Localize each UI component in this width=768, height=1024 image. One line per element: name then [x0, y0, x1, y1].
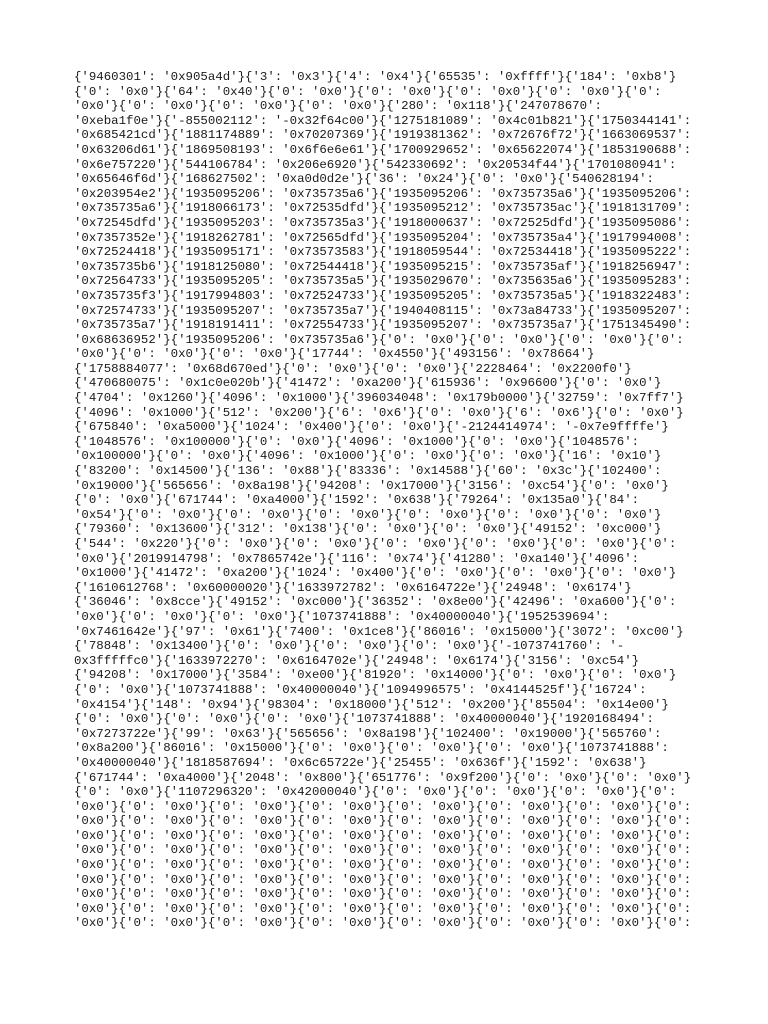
- text-line: '0x0'}{'0': '0x0'}{'0': '0x0'}{'0': '0x0'}{'0': '0x0'}{'0': '0x0'}{'0': '0x0'}{'0':: [74, 916, 692, 931]
- text-line: {'9460301': '0x905a4d'}{'3': '0x3'}{'4': '0x4'}{'65535': '0xffff'}{'184': '0xb8'}: [74, 70, 677, 84]
- text-line: {'675840': '0xa5000'}{'1024': '0x400'}{'0': '0x0'}{'-2124414974': '-0x7e9ffffe'}: [74, 420, 669, 435]
- text-line: '0x63206d61'}{'1869508193': '0x6f6e6e61'}{'1700929652': '0x65622074'}{'1853190688':: [74, 142, 692, 157]
- text-line: {'0': '0x0'}{'64': '0x40'}{'0': '0x0'}{'0': '0x0'}{'0': '0x0'}{'0': '0x0'}{'0':: [74, 84, 662, 99]
- text-line: '0x0'}{'2019914798': '0x7865742e'}{'116': '0x74'}{'41280': '0xa140'}{'4096':: [74, 551, 640, 566]
- text-line: '0x685421cd'}{'1881174889': '0x70207369'}{'1919381362': '0x72676f72'}{'1663069537':: [74, 128, 692, 143]
- text-line: '0x72564733'}{'1935095205': '0x735735a5'}{'1935029670': '0x735635a6'}{'1935095283':: [74, 274, 692, 289]
- text-line: {'83200': '0x14500'}{'136': '0x88'}{'83336': '0x14588'}{'60': '0x3c'}{'102400':: [74, 464, 662, 479]
- text-line: '0x7273722e'}{'99': '0x63'}{'565656': '0x8a198'}{'102400': '0x19000'}{'565760':: [74, 726, 662, 741]
- text-line: '0x0'}{'0': '0x0'}{'0': '0x0'}{'0': '0x0'}{'0': '0x0'}{'0': '0x0'}{'0': '0x0'}{'0':: [74, 887, 692, 902]
- text-line: '0x735735a6'}{'1918066173': '0x72535dfd'}{'1935095212': '0x735735ac'}{'1918131709':: [74, 201, 692, 216]
- text-line: {'0': '0x0'}{'1107296320': '0x42000040'}{'0': '0x0'}{'0': '0x0'}{'0': '0x0'}{'0':: [74, 785, 677, 800]
- text-line: '0x72524418'}{'1935095171': '0x73573583'}{'1918059544': '0x72534418'}{'1935095222':: [74, 245, 692, 260]
- text-line: {'4704': '0x1260'}{'4096': '0x1000'}{'396034048': '0x179b0000'}{'32759': '0x7ff7'}: [74, 391, 684, 406]
- text-line: '0x1000'}{'41472': '0xa200'}{'1024': '0x400'}{'0': '0x0'}{'0': '0x0'}{'0': '0x0'}: [74, 566, 677, 581]
- text-line: '0x7357352e'}{'1918262781': '0x72565dfd'}{'1935095204': '0x735735a4'}{'1917994008':: [74, 230, 692, 245]
- text-line: {'0': '0x0'}{'0': '0x0'}{'0': '0x0'}{'1073741888': '0x40000040'}{'1920168494':: [74, 712, 654, 727]
- text-line: '0x0'}{'0': '0x0'}{'0': '0x0'}{'1073741888': '0x40000040'}{'1952539694':: [74, 609, 610, 624]
- text-line: '0x0'}{'0': '0x0'}{'0': '0x0'}{'0': '0x0'}{'0': '0x0'}{'0': '0x0'}{'0': '0x0'}{'0':: [74, 872, 692, 887]
- text-line: '0x735735f3'}{'1917994803': '0x72524733'}{'1935095205': '0x735735a5'}{'1918322483':: [74, 288, 692, 303]
- text-line: '0xeba1f0e'}{'-855002112': '-0x32f64c00'}{'1275181089': '0x4c01b821'}{'1750344141':: [74, 113, 692, 128]
- text-line: '0x0'}{'0': '0x0'}{'0': '0x0'}{'0': '0x0'}{'0': '0x0'}{'0': '0x0'}{'0': '0x0'}{'0':: [74, 843, 692, 858]
- text-line: '0x72545dfd'}{'1935095203': '0x735735a3'}{'1918000637': '0x72525dfd'}{'1935095086':: [74, 215, 692, 230]
- text-line: '0x40000040'}{'1818587694': '0x6c65722e'}{'25455': '0x636f'}{'1592': '0x638'}: [74, 755, 647, 770]
- text-line: '0x0'}{'0': '0x0'}{'0': '0x0'}{'0': '0x0'}{'0': '0x0'}{'0': '0x0'}{'0': '0x0'}{'0':: [74, 814, 692, 829]
- text-line: '0x72574733'}{'1935095207': '0x735735a7'}{'1940408115': '0x73a84733'}{'1935095207':: [74, 303, 692, 318]
- text-line: '0x68636952'}{'1935095206': '0x735735a6'}{'0': '0x0'}{'0': '0x0'}{'0': '0x0'}{'0':: [74, 332, 684, 347]
- text-line: '0x100000'}{'0': '0x0'}{'4096': '0x1000'}{'0': '0x0'}{'0': '0x0'}{'16': '0x10'}: [74, 449, 662, 464]
- text-line: {'79360': '0x13600'}{'312': '0x138'}{'0': '0x0'}{'0': '0x0'}{'49152': '0xc000'}: [74, 522, 662, 537]
- text-line: '0x0'}{'0': '0x0'}{'0': '0x0'}{'0': '0x0'}{'0': '0x0'}{'0': '0x0'}{'0': '0x0'}{'0':: [74, 858, 692, 873]
- text-line: {'36046': '0x8cce'}{'49152': '0xc000'}{'36352': '0x8e00'}{'42496': '0xa600'}{'0':: [74, 595, 677, 610]
- text-line: '0x8a200'}{'86016': '0x15000'}{'0': '0x0'}{'0': '0x0'}{'0': '0x0'}{'1073741888':: [74, 741, 669, 756]
- text-line: '0x7461642e'}{'97': '0x61'}{'7400': '0x1ce8'}{'86016': '0x15000'}{'3072': '0xc00'}: [74, 624, 684, 639]
- text-line: {'1048576': '0x100000'}{'0': '0x0'}{'4096': '0x1000'}{'0': '0x0'}{'1048576':: [74, 434, 640, 449]
- text-line: {'4096': '0x1000'}{'512': '0x200'}{'6': '0x6'}{'0': '0x0'}{'6': '0x6'}{'0': '0x0'}: [74, 405, 684, 420]
- text-line: {'1758884077': '0x68d670ed'}{'0': '0x0'}{'0': '0x0'}{'2228464': '0x2200f0'}: [74, 361, 632, 376]
- text-dump: [74, 70, 704, 931]
- text-line: '0x203954e2'}{'1935095206': '0x735735a6'}{'1935095206': '0x735735a6'}{'1935095206':: [74, 186, 692, 201]
- text-line: '0x65646f6d'}{'168627502': '0xa0d0d2e'}{'36': '0x24'}{'0': '0x0'}{'540628194':: [74, 172, 654, 187]
- text-line: {'94208': '0x17000'}{'3584': '0xe00'}{'81920': '0x14000'}{'0': '0x0'}{'0': '0x0'}: [74, 668, 677, 683]
- text-line: {'544': '0x220'}{'0': '0x0'}{'0': '0x0'}{'0': '0x0'}{'0': '0x0'}{'0': '0x0'}{'0':: [74, 537, 677, 551]
- text-line: '0x54'}{'0': '0x0'}{'0': '0x0'}{'0': '0x0'}{'0': '0x0'}{'0': '0x0'}{'0': '0x0'}: [74, 507, 662, 522]
- text-line: '0x19000'}{'565656': '0x8a198'}{'94208': '0x17000'}{'3156': '0xc54'}{'0': '0x0'}: [74, 478, 669, 493]
- text-line: {'0': '0x0'}{'671744': '0xa4000'}{'1592': '0x638'}{'79264': '0x135a0'}{'84':: [74, 493, 640, 508]
- text-line: {'1610612768': '0x60000020'}{'1633972782': '0x6164722e'}{'24948': '0x6174'}: [74, 580, 632, 595]
- text-line: '0x0'}{'0': '0x0'}{'0': '0x0'}{'0': '0x0'}{'280': '0x118'}{'247078670':: [74, 99, 602, 114]
- text-line: '0x0'}{'0': '0x0'}{'0': '0x0'}{'17744': '0x4550'}{'493156': '0x78664'}: [74, 347, 595, 362]
- text-line: '0x6e757220'}{'544106784': '0x206e6920'}{'542330692': '0x20534f44'}{'1701080941':: [74, 157, 677, 172]
- text-line: '0x0'}{'0': '0x0'}{'0': '0x0'}{'0': '0x0'}{'0': '0x0'}{'0': '0x0'}{'0': '0x0'}{'0':: [74, 799, 692, 814]
- text-line: '0x0'}{'0': '0x0'}{'0': '0x0'}{'0': '0x0'}{'0': '0x0'}{'0': '0x0'}{'0': '0x0'}{'0':: [74, 901, 692, 916]
- text-line: '0x735735b6'}{'1918125080': '0x72544418'}{'1935095215': '0x735735af'}{'1918256947':: [74, 259, 692, 274]
- text-line: {'470680075': '0x1c0e020b'}{'41472': '0xa200'}{'615936': '0x96600'}{'0': '0x0'}: [74, 376, 662, 391]
- text-line: {'0': '0x0'}{'1073741888': '0x40000040'}{'1094996575': '0x4144525f'}{'16724':: [74, 682, 647, 697]
- text-line: {'78848': '0x13400'}{'0': '0x0'}{'0': '0x0'}{'0': '0x0'}{'-1073741760': '-: [74, 639, 625, 654]
- text-line: '0x735735a7'}{'1918191411': '0x72554733'}{'1935095207': '0x735735a7'}{'1751345490':: [74, 318, 692, 333]
- text-line: '0x4154'}{'148': '0x94'}{'98304': '0x18000'}{'512': '0x200'}{'85504': '0x14e00'}: [74, 697, 669, 712]
- document-page: [74, 70, 704, 931]
- text-line: 0x3fffffc0'}{'1633972270': '0x6164702e'}{'24948': '0x6174'}{'3156': '0xc54'}: [74, 653, 640, 668]
- text-line: {'671744': '0xa4000'}{'2048': '0x800'}{'651776': '0x9f200'}{'0': '0x0'}{'0': '0x0'}: [74, 770, 692, 785]
- text-line: '0x0'}{'0': '0x0'}{'0': '0x0'}{'0': '0x0'}{'0': '0x0'}{'0': '0x0'}{'0': '0x0'}{'0':: [74, 828, 692, 843]
